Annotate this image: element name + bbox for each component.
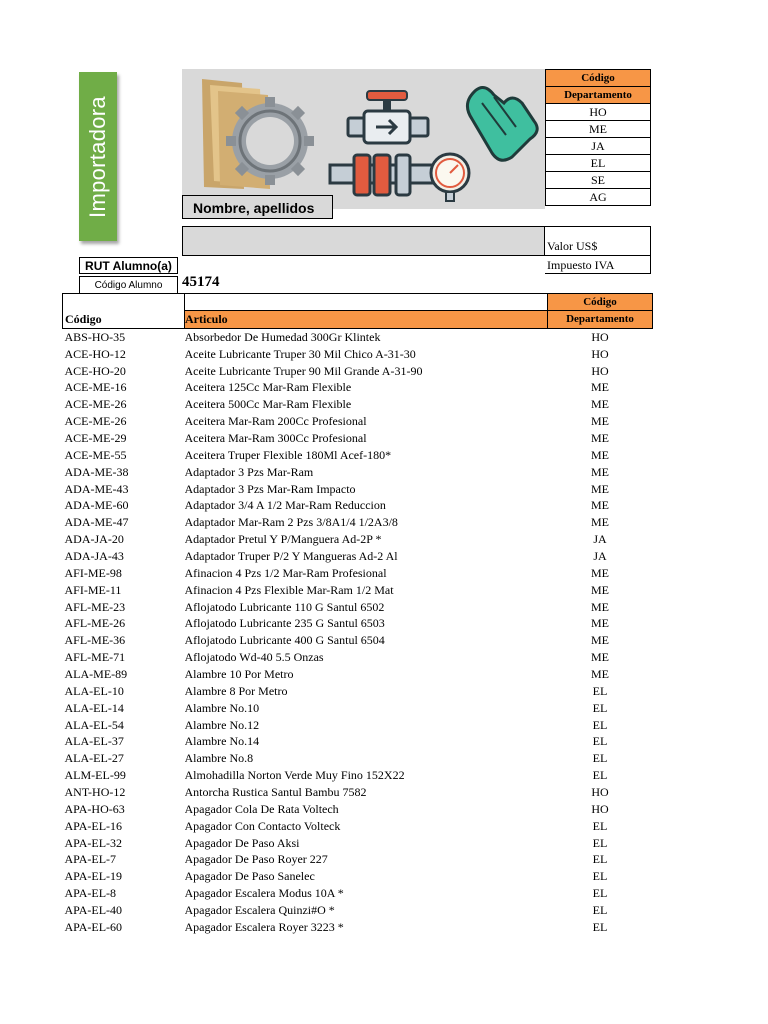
cell-departamento: ME xyxy=(591,430,609,445)
valor-usd-cell[interactable] xyxy=(545,226,651,256)
cell-departamento: ME xyxy=(591,650,609,665)
table-row[interactable] xyxy=(63,649,653,666)
dept-header-codigo: Código xyxy=(546,70,651,87)
codigo-alumno-label: Código Alumno xyxy=(79,276,178,294)
articles-table xyxy=(62,293,653,936)
table-row[interactable] xyxy=(63,497,653,514)
table-row[interactable] xyxy=(63,767,653,784)
cell-departamento: EL xyxy=(592,903,608,917)
cell-codigo: ABS-HO-35 xyxy=(64,329,126,344)
table-row[interactable] xyxy=(63,531,653,548)
cell-articulo: Aflojatodo Lubricante 235 G Santul 6503 xyxy=(184,616,385,631)
banner-illustration xyxy=(182,69,545,209)
table-row[interactable] xyxy=(63,666,653,683)
name-label: Nombre, apellidos xyxy=(182,195,333,219)
cell-departamento: HO xyxy=(591,363,609,378)
table-row[interactable] xyxy=(63,902,653,919)
rut-alumno-label: RUT Alumno(a) xyxy=(79,257,178,274)
cell-departamento: HO xyxy=(591,801,609,816)
glove-icon xyxy=(467,87,537,160)
cell-codigo: ADA-JA-43 xyxy=(64,548,124,563)
banner xyxy=(182,69,545,209)
cell-departamento: EL xyxy=(592,700,608,715)
cell-articulo: Aflojatodo Wd-40 5.5 Onzas xyxy=(184,650,324,665)
cell-departamento: EL xyxy=(592,835,608,850)
table-row[interactable] xyxy=(63,413,653,430)
cell-articulo: Aceitera 125Cc Mar-Ram Flexible xyxy=(184,380,352,395)
header-codigo: Código xyxy=(63,311,185,329)
table-row[interactable] xyxy=(63,548,653,565)
cell-articulo: Apagador Escalera Royer 3223 * xyxy=(184,919,344,934)
valve-icon xyxy=(348,91,428,143)
cell-codigo: ALA-ME-89 xyxy=(64,666,128,681)
cell-articulo: Alambre 10 Por Metro xyxy=(184,666,294,681)
table-row[interactable] xyxy=(63,396,653,413)
table-row[interactable] xyxy=(63,328,653,345)
table-row[interactable] xyxy=(63,346,653,363)
cell-departamento: EL xyxy=(592,869,608,884)
cell-articulo: Apagador Escalera Modus 10A * xyxy=(184,886,344,901)
cell-articulo: Alambre No.10 xyxy=(184,700,260,715)
cell-codigo: ACE-HO-20 xyxy=(64,363,126,378)
cell-codigo: ADA-JA-20 xyxy=(64,532,124,547)
table-row[interactable] xyxy=(63,919,653,936)
cell-departamento: ME xyxy=(591,565,609,580)
cell-codigo: AFL-ME-36 xyxy=(64,633,126,648)
cell-articulo: Adaptador 3 Pzs Mar-Ram xyxy=(184,464,314,479)
cell-articulo: Aceitera Mar-Ram 200Cc Profesional xyxy=(184,414,367,429)
cell-departamento: EL xyxy=(592,886,608,901)
importadora-logo xyxy=(79,72,117,241)
header-articulo: Articulo xyxy=(185,311,548,329)
cell-departamento: JA xyxy=(593,548,607,563)
dept-code: AG xyxy=(546,189,651,206)
cell-departamento: ME xyxy=(591,666,609,681)
cell-articulo: Adaptador 3/4 A 1/2 Mar-Ram Reduccion xyxy=(184,498,386,513)
header-empty-cell xyxy=(185,294,548,311)
cell-codigo: APA-EL-19 xyxy=(64,869,123,884)
cell-articulo: Alambre No.8 xyxy=(184,751,254,766)
table-row[interactable] xyxy=(63,379,653,396)
cell-articulo: Apagador De Paso Royer 227 xyxy=(184,852,328,867)
cell-articulo: Apagador Cola De Rata Voltech xyxy=(184,801,339,816)
table-row[interactable] xyxy=(63,835,653,852)
cell-articulo: Aceite Lubricante Truper 90 Mil Grande A-31-90 xyxy=(184,363,423,378)
cell-codigo: APA-EL-60 xyxy=(64,919,123,934)
cell-departamento: HO xyxy=(591,784,609,799)
table-row[interactable] xyxy=(63,885,653,902)
impuesto-iva-cell[interactable] xyxy=(545,256,651,274)
dept-code: ME xyxy=(546,121,651,138)
cell-articulo: Apagador De Paso Aksi xyxy=(184,835,300,850)
cell-departamento: ME xyxy=(591,633,609,648)
cell-articulo: Aceite Lubricante Truper 30 Mil Chico A-31-30 xyxy=(184,346,416,361)
cell-departamento: EL xyxy=(592,734,608,749)
dept-code: EL xyxy=(546,155,651,172)
valor-usd-label: Valor US$ xyxy=(547,239,598,253)
table-row[interactable] xyxy=(63,615,653,632)
cell-departamento: HO xyxy=(591,329,609,344)
cell-codigo: AFL-ME-23 xyxy=(64,599,126,614)
cell-departamento: ME xyxy=(591,498,609,513)
pressure-gauge-icon xyxy=(431,154,469,201)
header-codigo-dept: Código xyxy=(548,294,653,311)
table-row[interactable] xyxy=(63,430,653,447)
impuesto-iva-label: Impuesto IVA xyxy=(547,258,615,272)
cell-articulo: Aceitera Truper Flexible 180Ml Acef-180* xyxy=(184,447,392,462)
cell-codigo: ADA-ME-38 xyxy=(64,464,129,479)
cell-departamento: EL xyxy=(592,717,608,732)
cell-departamento: HO xyxy=(591,346,609,361)
cell-departamento: ME xyxy=(591,599,609,614)
table-row[interactable] xyxy=(63,683,653,700)
table-row[interactable] xyxy=(63,582,653,599)
cell-codigo: AFL-ME-71 xyxy=(64,650,126,665)
cell-articulo: Alambre No.14 xyxy=(184,734,260,749)
table-row[interactable] xyxy=(63,565,653,582)
cell-departamento: ME xyxy=(591,464,609,479)
cell-codigo: ALM-EL-99 xyxy=(64,768,126,783)
cell-departamento: ME xyxy=(591,380,609,395)
cell-codigo: ACE-ME-26 xyxy=(64,414,127,429)
cell-codigo: ACE-ME-26 xyxy=(64,397,127,412)
cell-departamento: EL xyxy=(592,852,608,867)
cell-codigo: ADA-ME-43 xyxy=(64,481,129,496)
cell-codigo: APA-EL-32 xyxy=(64,835,123,850)
cell-departamento: ME xyxy=(591,582,609,597)
cell-articulo: Alambre 8 Por Metro xyxy=(184,683,288,698)
table-row[interactable] xyxy=(63,784,653,801)
table-row[interactable] xyxy=(63,733,653,750)
cell-departamento: ME xyxy=(591,397,609,412)
cell-articulo: Absorbedor De Humedad 300Gr Klintek xyxy=(184,329,381,344)
cell-articulo: Afinacion 4 Pzs Flexible Mar-Ram 1/2 Mat xyxy=(184,582,394,597)
cell-departamento: JA xyxy=(593,532,607,547)
cell-codigo: AFI-ME-98 xyxy=(64,565,122,580)
cell-articulo: Alambre No.12 xyxy=(184,717,260,732)
cell-departamento: EL xyxy=(592,919,608,934)
table-row[interactable] xyxy=(63,464,653,481)
cell-articulo: Afinacion 4 Pzs 1/2 Mar-Ram Profesional xyxy=(184,565,387,580)
cell-codigo: ALA-EL-54 xyxy=(64,717,124,732)
cell-articulo: Almohadilla Norton Verde Muy Fino 152X22 xyxy=(184,768,405,783)
table-row[interactable] xyxy=(63,717,653,734)
cell-articulo: Aflojatodo Lubricante 400 G Santul 6504 xyxy=(184,633,385,648)
cell-codigo: ALA-EL-14 xyxy=(64,700,124,715)
table-header-row xyxy=(63,311,653,329)
cell-articulo: Adaptador Truper P/2 Y Mangueras Ad-2 Al xyxy=(184,548,398,563)
cell-articulo: Aceitera 500Cc Mar-Ram Flexible xyxy=(184,397,352,412)
cell-departamento: ME xyxy=(591,414,609,429)
cell-articulo: Apagador Escalera Quinzi#O * xyxy=(184,903,335,917)
cell-articulo: Adaptador Pretul Y P/Manguera Ad-2P * xyxy=(184,532,382,547)
cell-articulo: Adaptador Mar-Ram 2 Pzs 3/8A1/4 1/2A3/8 xyxy=(184,515,398,530)
table-row[interactable] xyxy=(63,447,653,464)
cell-codigo: APA-EL-16 xyxy=(64,818,123,833)
cell-codigo: ANT-HO-12 xyxy=(64,784,126,799)
cell-codigo: ACE-HO-12 xyxy=(64,346,126,361)
cell-departamento: EL xyxy=(592,751,608,766)
dept-code: SE xyxy=(546,172,651,189)
dept-code: HO xyxy=(546,104,651,121)
table-row[interactable] xyxy=(63,632,653,649)
table-row[interactable] xyxy=(63,868,653,885)
cell-articulo: Apagador De Paso Sanelec xyxy=(184,869,315,884)
cell-departamento: ME xyxy=(591,616,609,631)
cell-codigo: AFL-ME-26 xyxy=(64,616,126,631)
cell-codigo: AFI-ME-11 xyxy=(64,582,122,597)
cell-articulo: Apagador Con Contacto Volteck xyxy=(184,818,341,833)
header-empty-cell xyxy=(63,294,185,311)
header-departamento: Departamento xyxy=(548,311,653,329)
cell-codigo: APA-HO-63 xyxy=(64,801,125,816)
table-row[interactable] xyxy=(63,818,653,835)
cell-codigo: APA-EL-40 xyxy=(64,903,123,917)
cell-codigo: ALA-EL-37 xyxy=(64,734,124,749)
cell-codigo: ACE-ME-55 xyxy=(64,447,127,462)
cell-codigo: ACE-ME-29 xyxy=(64,430,127,445)
cell-departamento: ME xyxy=(591,481,609,496)
table-row[interactable] xyxy=(63,700,653,717)
dept-code: JA xyxy=(546,138,651,155)
cell-codigo: ADA-ME-60 xyxy=(64,498,129,513)
cell-articulo: Adaptador 3 Pzs Mar-Ram Impacto xyxy=(184,481,356,496)
cell-articulo: Aceitera Mar-Ram 300Cc Profesional xyxy=(184,430,367,445)
table-row[interactable] xyxy=(63,750,653,767)
cell-codigo: ADA-ME-47 xyxy=(64,515,129,530)
cell-articulo: Aflojatodo Lubricante 110 G Santul 6502 xyxy=(184,599,385,614)
cell-departamento: ME xyxy=(591,447,609,462)
cell-codigo: APA-EL-8 xyxy=(64,886,117,901)
cell-departamento: EL xyxy=(592,818,608,833)
table-row[interactable] xyxy=(63,801,653,818)
cell-codigo: ALA-EL-10 xyxy=(64,683,124,698)
cell-departamento: EL xyxy=(592,768,608,783)
table-header-row-top xyxy=(63,294,653,311)
table-row[interactable] xyxy=(63,852,653,869)
cell-codigo: APA-EL-7 xyxy=(64,852,117,867)
cell-departamento: ME xyxy=(591,515,609,530)
cell-codigo: ACE-ME-16 xyxy=(64,380,127,395)
table-row[interactable] xyxy=(63,481,653,498)
codigo-alumno-value: 45174 xyxy=(182,274,220,290)
department-codes-table xyxy=(545,69,651,206)
cell-articulo: Antorcha Rustica Santul Bambu 7582 xyxy=(184,784,367,799)
table-row[interactable] xyxy=(63,599,653,616)
dept-header-departamento: Departamento xyxy=(546,87,651,104)
folder-gear-icon xyxy=(202,79,314,189)
cell-codigo: ALA-EL-27 xyxy=(64,751,124,766)
logo-text: Importadora xyxy=(85,95,110,218)
table-row[interactable] xyxy=(63,363,653,380)
student-name-input-bar[interactable] xyxy=(182,226,545,256)
cell-departamento: EL xyxy=(592,683,608,698)
table-row[interactable] xyxy=(63,514,653,531)
